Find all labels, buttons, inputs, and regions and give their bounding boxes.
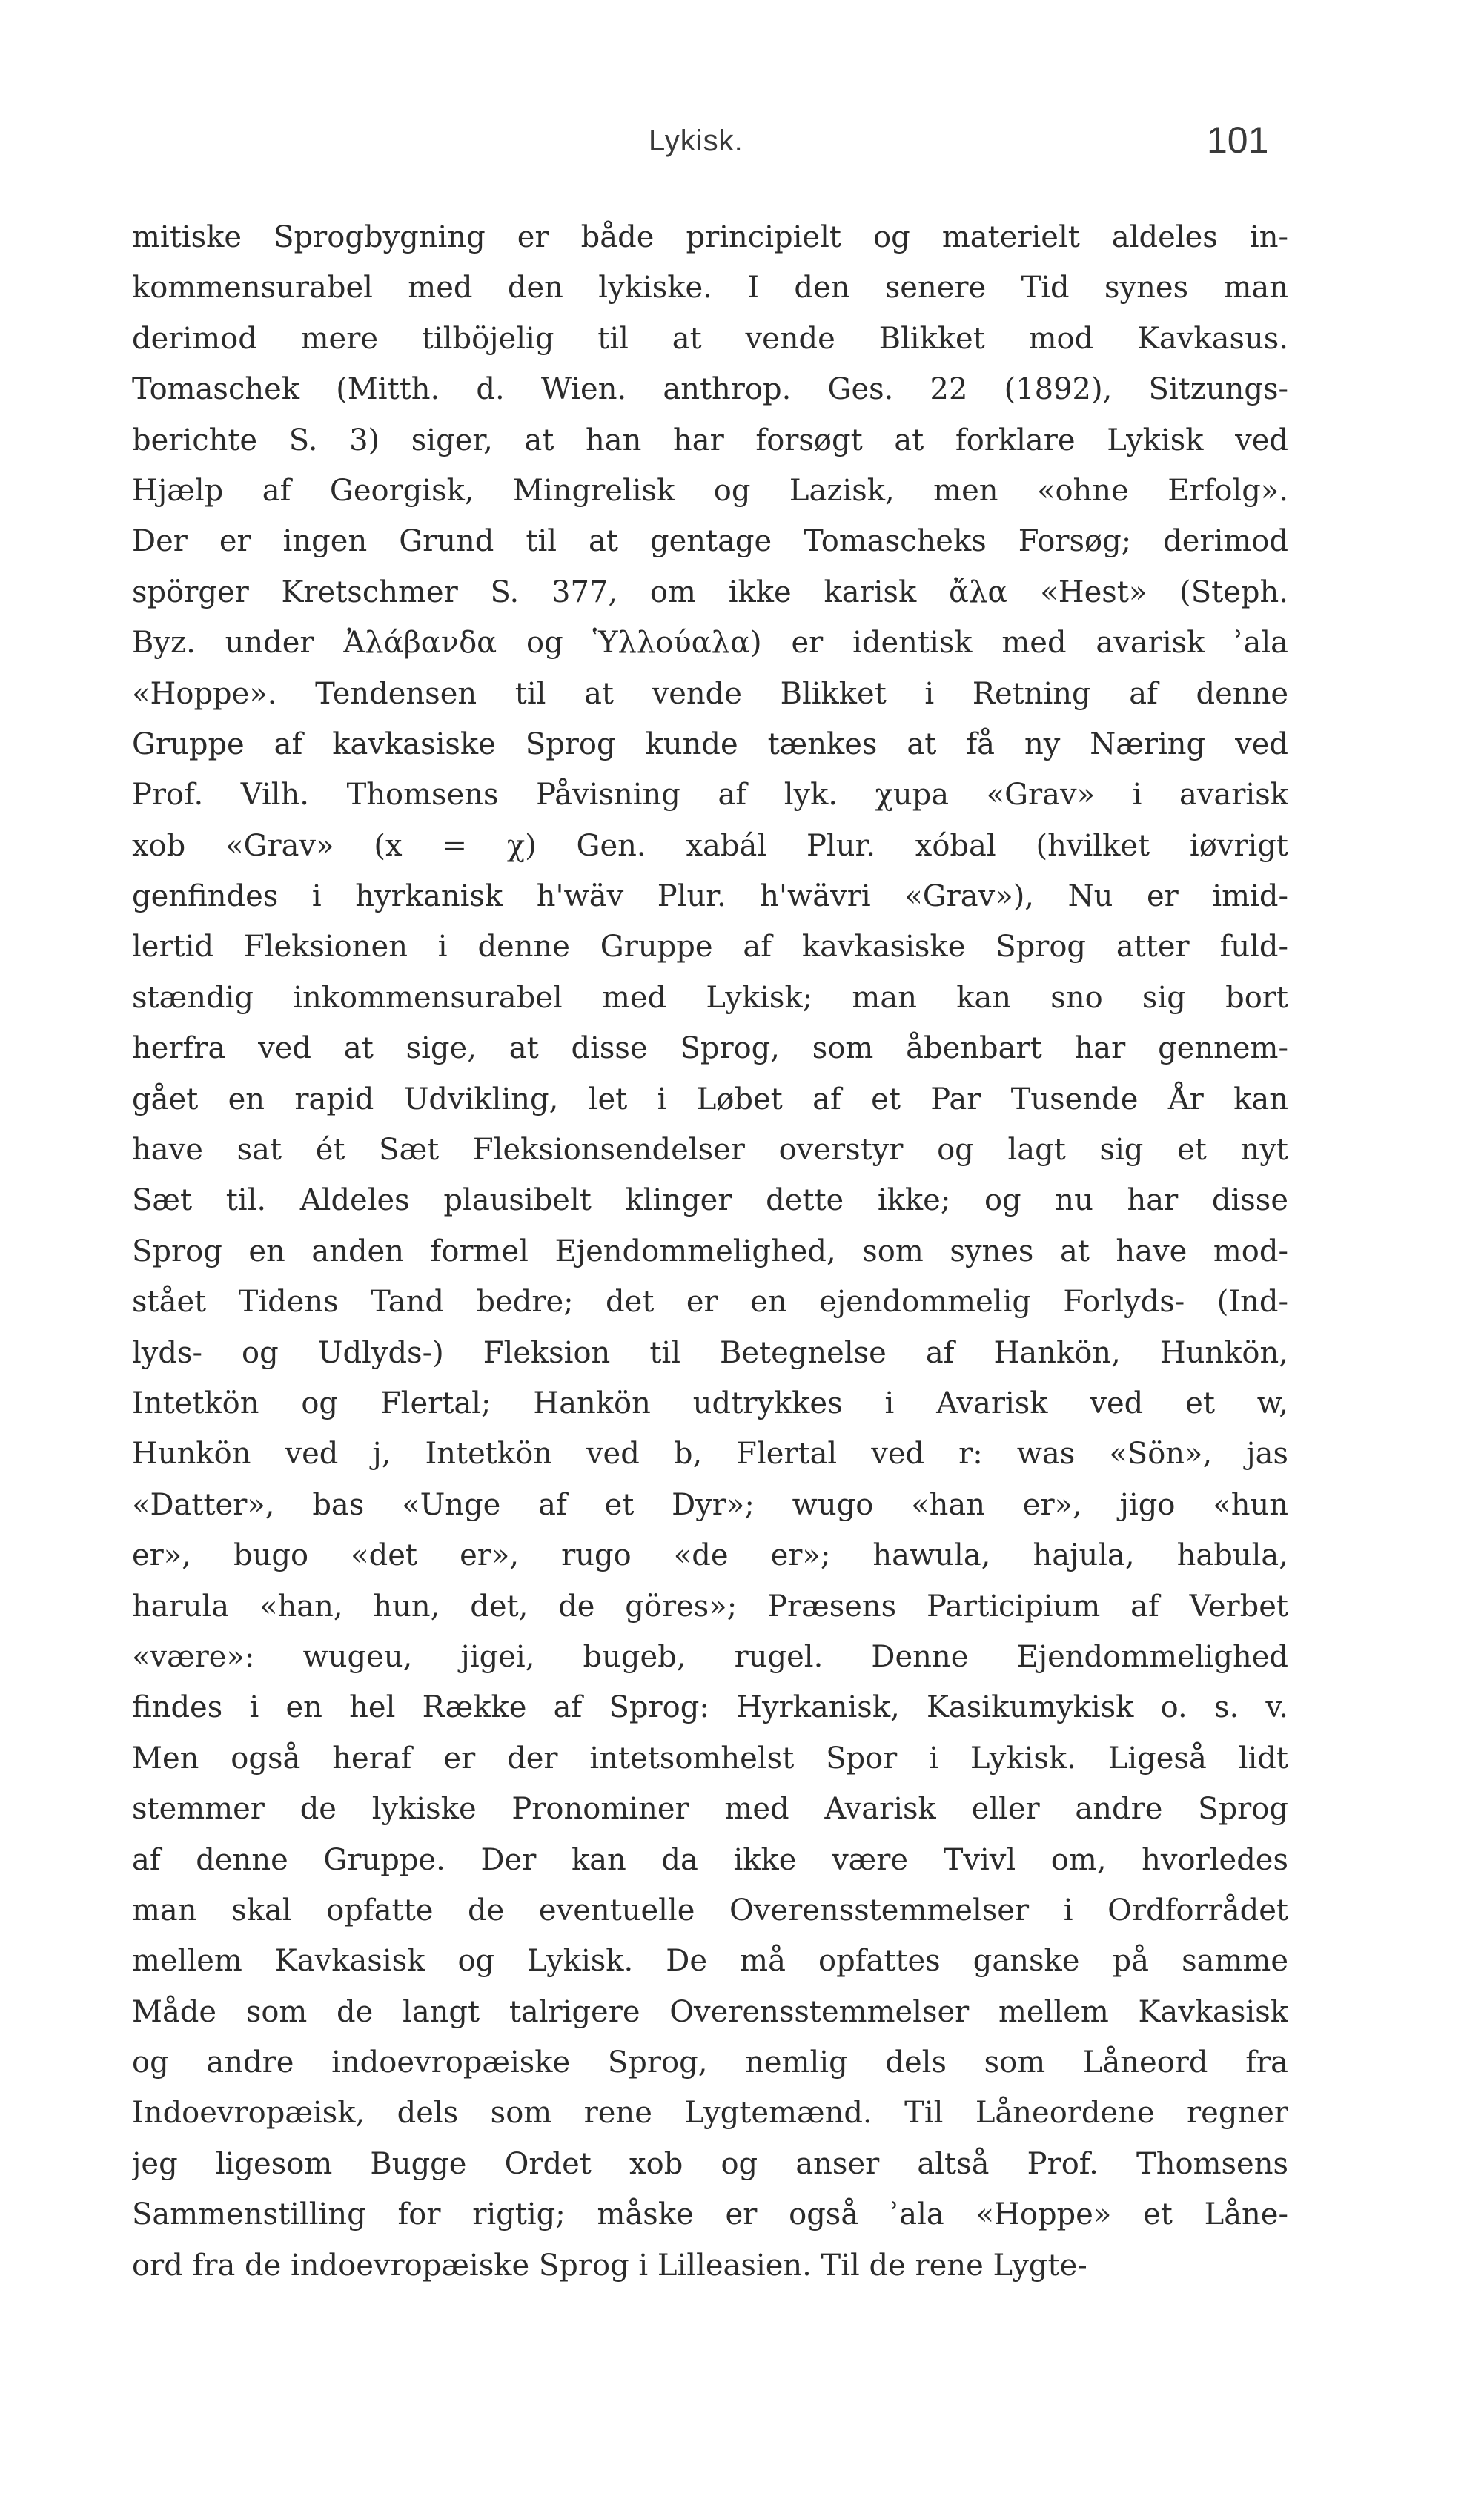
text-line: ord fra de indoevropæiske Sprog i Lilleasien. Til de rene Lygte- bbox=[132, 2248, 1087, 2283]
text-line: stændig inkommensurabel med Lykisk; man kan sno sig bort bbox=[132, 980, 1288, 1015]
text-line: Hunkön ved j, Intetkön ved b, Flertal ved r: was «Sön», jas bbox=[132, 1437, 1288, 1472]
text-line: mellem Kavkasisk og Lykisk. De må opfattes ganske på samme bbox=[132, 1944, 1288, 1979]
text-line: have sat ét Sæt Fleksionsendelser overstyr og lagt sig et nyt bbox=[132, 1133, 1288, 1168]
text-line: «Hoppe». Tendensen til at vende Blikket i Retning af denne bbox=[132, 676, 1288, 711]
text-line: Byz. under Ἀλάβανδα og Ὑλλούαλα) er identisk med avarisk ʾala bbox=[132, 626, 1288, 661]
text-line: Men også heraf er der intetsomhelst Spor i Lykisk. Ligeså lidt bbox=[132, 1741, 1288, 1776]
text-line: lertid Fleksionen i denne Gruppe af kavkasiske Sprog atter fuld- bbox=[132, 930, 1288, 965]
text-line: Hjælp af Georgisk, Mingrelisk og Lazisk, men «ohne Erfolg». bbox=[132, 473, 1288, 508]
text-line: berichte S. 3) siger, at han har forsøgt at forklare Lykisk ved bbox=[132, 423, 1288, 457]
text-line: Intetkön og Flertal; Hankön udtrykkes i Avarisk ved et w, bbox=[132, 1386, 1288, 1420]
text-line: man skal opfatte de eventuelle Overensstemmelser i Ordforrådet bbox=[132, 1893, 1288, 1928]
page-number: 101 bbox=[1207, 119, 1269, 161]
text-line: kommensurabel med den lykiske. I den senere Tid synes man bbox=[132, 271, 1288, 305]
text-line: stemmer de lykiske Pronominer med Avarisk eller andre Sprog bbox=[132, 1792, 1288, 1827]
body-text bbox=[132, 212, 1288, 2291]
text-line: Gruppe af kavkasiske Sprog kunde tænkes at få ny Næring ved bbox=[132, 727, 1288, 761]
text-line: jeg ligesom Bugge Ordet xob og anser altså Prof. Thomsens bbox=[132, 2146, 1288, 2181]
text-line: harula «han, hun, det, de göres»; Præsens Participium af Verbet bbox=[132, 1589, 1288, 1624]
text-line: spörger Kretschmer S. 377, om ikke karisk ἄλα «Hest» (Steph. bbox=[132, 575, 1288, 609]
text-line: Sammenstilling for rigtig; måske er også ʾala «Hoppe» et Låne- bbox=[132, 2197, 1288, 2232]
running-title: Lykisk. bbox=[649, 125, 743, 157]
text-line: findes i en hel Række af Sprog: Hyrkanisk, Kasikumykisk o. s. v. bbox=[132, 1690, 1288, 1725]
text-line: af denne Gruppe. Der kan da ikke være Tvivl om, hvorledes bbox=[132, 1842, 1288, 1877]
text-line: stået Tidens Tand bedre; det er en ejendommelig Forlyds- (Ind- bbox=[132, 1285, 1288, 1320]
text-line: Indoevropæisk, dels som rene Lygtemænd. Til Låneordene regner bbox=[132, 2096, 1288, 2131]
text-line: «Datter», bas «Unge af et Dyr»; wugo «han er», jigo «hun bbox=[132, 1487, 1288, 1522]
text-line: Der er ingen Grund til at gentage Tomascheks Forsøg; derimod bbox=[132, 524, 1288, 559]
text-line: og andre indoevropæiske Sprog, nemlig dels som Låneord fra bbox=[132, 2045, 1288, 2080]
running-head bbox=[0, 119, 1484, 178]
text-line: Måde som de langt talrigere Overensstemmelser mellem Kavkasisk bbox=[132, 1994, 1288, 2029]
text-line: derimod mere tilböjelig til at vende Blikket mod Kavkasus. bbox=[132, 321, 1288, 356]
text-line: Prof. Vilh. Thomsens Påvisning af lyk. χupa «Grav» i avarisk bbox=[132, 778, 1288, 813]
text-line: «være»: wugeu, jigei, bugeb, rugel. Denne Ejendommelighed bbox=[132, 1639, 1288, 1674]
text-line: xob «Grav» (x = χ) Gen. xabál Plur. xóbal (hvilket iøvrigt bbox=[132, 828, 1288, 863]
text-line: er», bugo «det er», rugo «de er»; hawula, hajula, habula, bbox=[132, 1538, 1288, 1573]
text-line: Sæt til. Aldeles plausibelt klinger dette ikke; og nu har disse bbox=[132, 1183, 1288, 1218]
text-line: lyds- og Udlyds-) Fleksion til Betegnelse af Hankön, Hunkön, bbox=[132, 1335, 1288, 1370]
text-line: herfra ved at sige, at disse Sprog, som åbenbart har gennem- bbox=[132, 1031, 1288, 1066]
text-line: Sprog en anden formel Ejendommelighed, som synes at have mod- bbox=[132, 1234, 1288, 1268]
text-line: Tomaschek (Mitth. d. Wien. anthrop. Ges. 22 (1892), Sitzungs- bbox=[132, 372, 1288, 407]
text-line: genfindes i hyrkanisk h'wäv Plur. h'wävri «Grav»), Nu er imid- bbox=[132, 879, 1288, 914]
text-line: mitiske Sprogbygning er både principielt og materielt aldeles in- bbox=[132, 220, 1288, 254]
text-line: gået en rapid Udvikling, let i Løbet af et Par Tusende År kan bbox=[132, 1082, 1288, 1116]
